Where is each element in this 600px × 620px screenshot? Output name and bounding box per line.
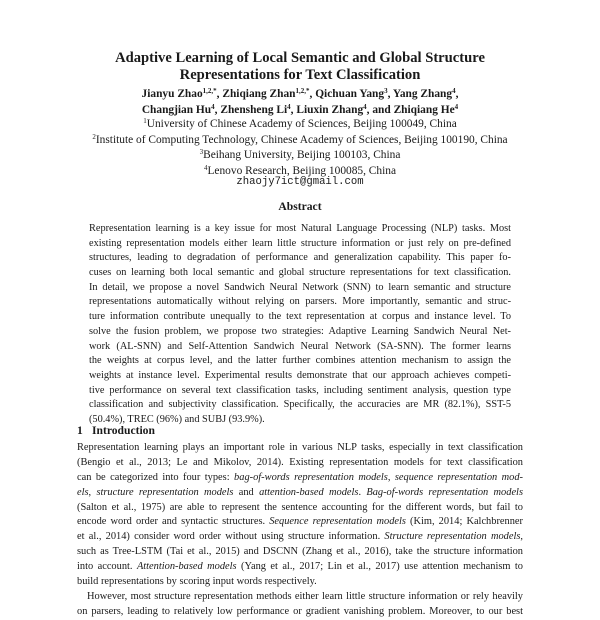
abstract-line: Representation learning is a key issue for most Natural Language Processing (NLP) tasks. Most <box>89 223 511 234</box>
abstract-line: the weights at corpus level, and the latter further combines attention mechanism to assign the <box>89 355 511 367</box>
introduction-line <box>77 486 523 501</box>
introduction-line <box>77 456 523 471</box>
author-name: Qichuan Yang <box>315 88 385 100</box>
author-affiliation-mark: 4 <box>452 87 456 95</box>
abstract-heading: Abstract <box>278 200 322 213</box>
text-run: can be categorized into four types: <box>77 471 235 483</box>
author-separator: , and <box>366 103 394 116</box>
affiliation-line <box>0 133 600 149</box>
italic-term: Structure representation models <box>384 531 521 543</box>
italic-term: attention-based models <box>259 486 359 498</box>
section-title: Introduction <box>92 424 155 437</box>
introduction-body <box>77 441 523 620</box>
abstract-line: work (AL-SNN) and Self-Attention Sandwich Neural Network (SA-SNN). The former learns <box>89 340 511 352</box>
introduction-heading <box>77 424 155 438</box>
text-run: , <box>88 486 97 498</box>
introduction-line <box>77 575 523 590</box>
italic-term: sequence representation mod- <box>394 471 523 483</box>
author-name: Jianyu Zhao <box>141 88 203 100</box>
text-run: (Salton et al., 1975) are able to represent the sentence accounting for the different words, but fail to <box>77 501 523 513</box>
abstract-line: In detail, we propose a novel Sandwich Neural Network (SNN) to learn semantic and structure <box>89 281 511 293</box>
italic-term: els <box>77 486 89 498</box>
section-number: 1 <box>77 424 83 437</box>
author-affiliation-mark: 4 <box>211 102 215 111</box>
text-run: encode word order and syntactic structures. <box>77 516 270 528</box>
text-run: and <box>233 486 260 498</box>
text-run: (Kim, 2014; Kalchbrenner <box>405 516 523 528</box>
italic-term: structure representation models <box>96 486 234 498</box>
author-affiliation-mark: 4 <box>363 102 367 111</box>
abstract-line: classification and subjectivity classification. Specifically, the accuracies are MR (82.1%), SST-5 <box>89 399 511 411</box>
text-run: into account. <box>77 561 137 573</box>
affiliation-list <box>0 117 600 179</box>
affiliation-mark: 3 <box>199 148 204 156</box>
author-separator: , <box>216 88 223 100</box>
abstract-line: weights at instance level. Experimental results demonstrate that our approach achieves competi- <box>89 369 511 381</box>
text-run: build representations by scoring input words respectively. <box>77 576 317 588</box>
introduction-line <box>77 471 523 486</box>
text-run: (Bengio et al., 2013; Le and Mikolov, 2014). Existing representation models for text classification <box>77 456 523 468</box>
abstract-line: tive performance on several text classification tasks, including sentiment analysis, question type <box>89 384 511 396</box>
author-separator: , <box>290 103 297 116</box>
author-affiliation-mark: 4 <box>454 102 459 111</box>
affiliation-text: Lenovo Research, Beijing 100085, China <box>207 164 397 177</box>
author-name: Zhensheng Li <box>220 103 288 116</box>
text-run: Representation learning plays an important role in various NLP tasks, especially in text classification <box>77 442 523 453</box>
author-name: Zhiqiang Zhan <box>222 88 296 100</box>
author-line-2 <box>0 103 600 119</box>
affiliation-mark: 2 <box>92 132 96 141</box>
affiliation-mark: 4 <box>203 163 208 172</box>
affiliation-text: Beihang University, Beijing 100103, China <box>203 149 401 161</box>
introduction-line <box>77 501 523 516</box>
text-run: such as Tree-LSTM (Tai et al., 2015) and DSCNN (Zhang et al., 2016), take the structure information <box>77 546 523 558</box>
text-run: , <box>387 471 395 483</box>
author-list <box>0 87 600 118</box>
author-affiliation-mark: 1,2,* <box>202 87 217 95</box>
abstract-line: ture information contribute unequally to the text representation at corpus and instance level. To <box>89 311 511 323</box>
text-run: on parsers, leading to relatively low performance or gradient vanishing problem. Moreover, to our best <box>77 605 523 617</box>
author-separator: , <box>309 88 316 100</box>
affiliation-mark: 1 <box>143 117 147 125</box>
abstract-body <box>89 222 511 428</box>
paper-title <box>0 50 600 84</box>
author-line-1 <box>0 87 600 103</box>
author-name: Liuxin Zhang <box>296 103 364 116</box>
abstract-line: representations automatically without relying on parsers. More importantly, semantic and struc- <box>89 296 511 308</box>
text-run: . <box>358 486 367 498</box>
abstract-line: structures, leading to degradation of performance and generalization capability. This paper fo- <box>89 252 511 264</box>
introduction-line <box>77 605 523 620</box>
text-run: However, most structure representation methods either learn little structure information or rely heavily <box>87 590 523 602</box>
author-affiliation-mark: 4 <box>287 102 291 111</box>
author-separator: , <box>387 88 393 100</box>
author-name: Changjian Hu <box>141 103 212 116</box>
abstract-line: (50.4%), TREC (96%) and SUBJ (93.9%). <box>89 413 265 425</box>
affiliation-text: University of Chinese Academy of Sciences, Beijing 100049, China <box>146 118 457 130</box>
text-run: , <box>520 531 523 543</box>
affiliation-line <box>0 117 600 133</box>
italic-term: Bag-of-words representation models <box>366 486 523 498</box>
title-line-1: Adaptive Learning of Local Semantic and Global Structure <box>115 50 485 66</box>
abstract-line: solve the fusion problem, we propose two strategies: Adaptive Learning Sandwich Neural Net- <box>89 325 511 337</box>
author-separator: , <box>455 88 459 100</box>
author-separator: , <box>214 103 221 116</box>
text-run: et al., 2014) consider word order without using structure information. <box>77 531 385 543</box>
text-run: (Yang et al., 2017; Lin et al., 2017) use attention mechanism to <box>236 561 523 573</box>
contact-email[interactable]: zhaojy7ict@gmail.com <box>236 176 364 188</box>
author-affiliation-mark: 3 <box>384 87 388 95</box>
italic-term: bag-of-words representation models <box>234 471 388 483</box>
affiliation-text: Institute of Computing Technology, Chinese Academy of Sciences, Beijing 100190, China <box>95 133 508 146</box>
abstract-line: existing representation models either learn little structure information or just rely on pre-defined <box>89 237 511 249</box>
italic-term: Sequence representation models <box>269 516 406 528</box>
introduction-line <box>77 441 523 456</box>
author-affiliation-mark: 1,2,* <box>295 87 310 95</box>
introduction-line <box>77 515 523 530</box>
affiliation-line <box>0 148 600 164</box>
introduction-line <box>77 560 523 575</box>
introduction-line <box>77 530 523 545</box>
author-name: Zhiqiang He <box>393 103 455 116</box>
title-line-2: Representations for Text Classification <box>179 67 421 83</box>
introduction-line <box>77 590 523 605</box>
introduction-line <box>77 545 523 560</box>
author-name: Yang Zhang <box>392 88 453 100</box>
abstract-line: cuses on learning both local semantic and global structure representations for text classification. <box>89 267 511 279</box>
italic-term: Attention-based models <box>136 561 237 573</box>
